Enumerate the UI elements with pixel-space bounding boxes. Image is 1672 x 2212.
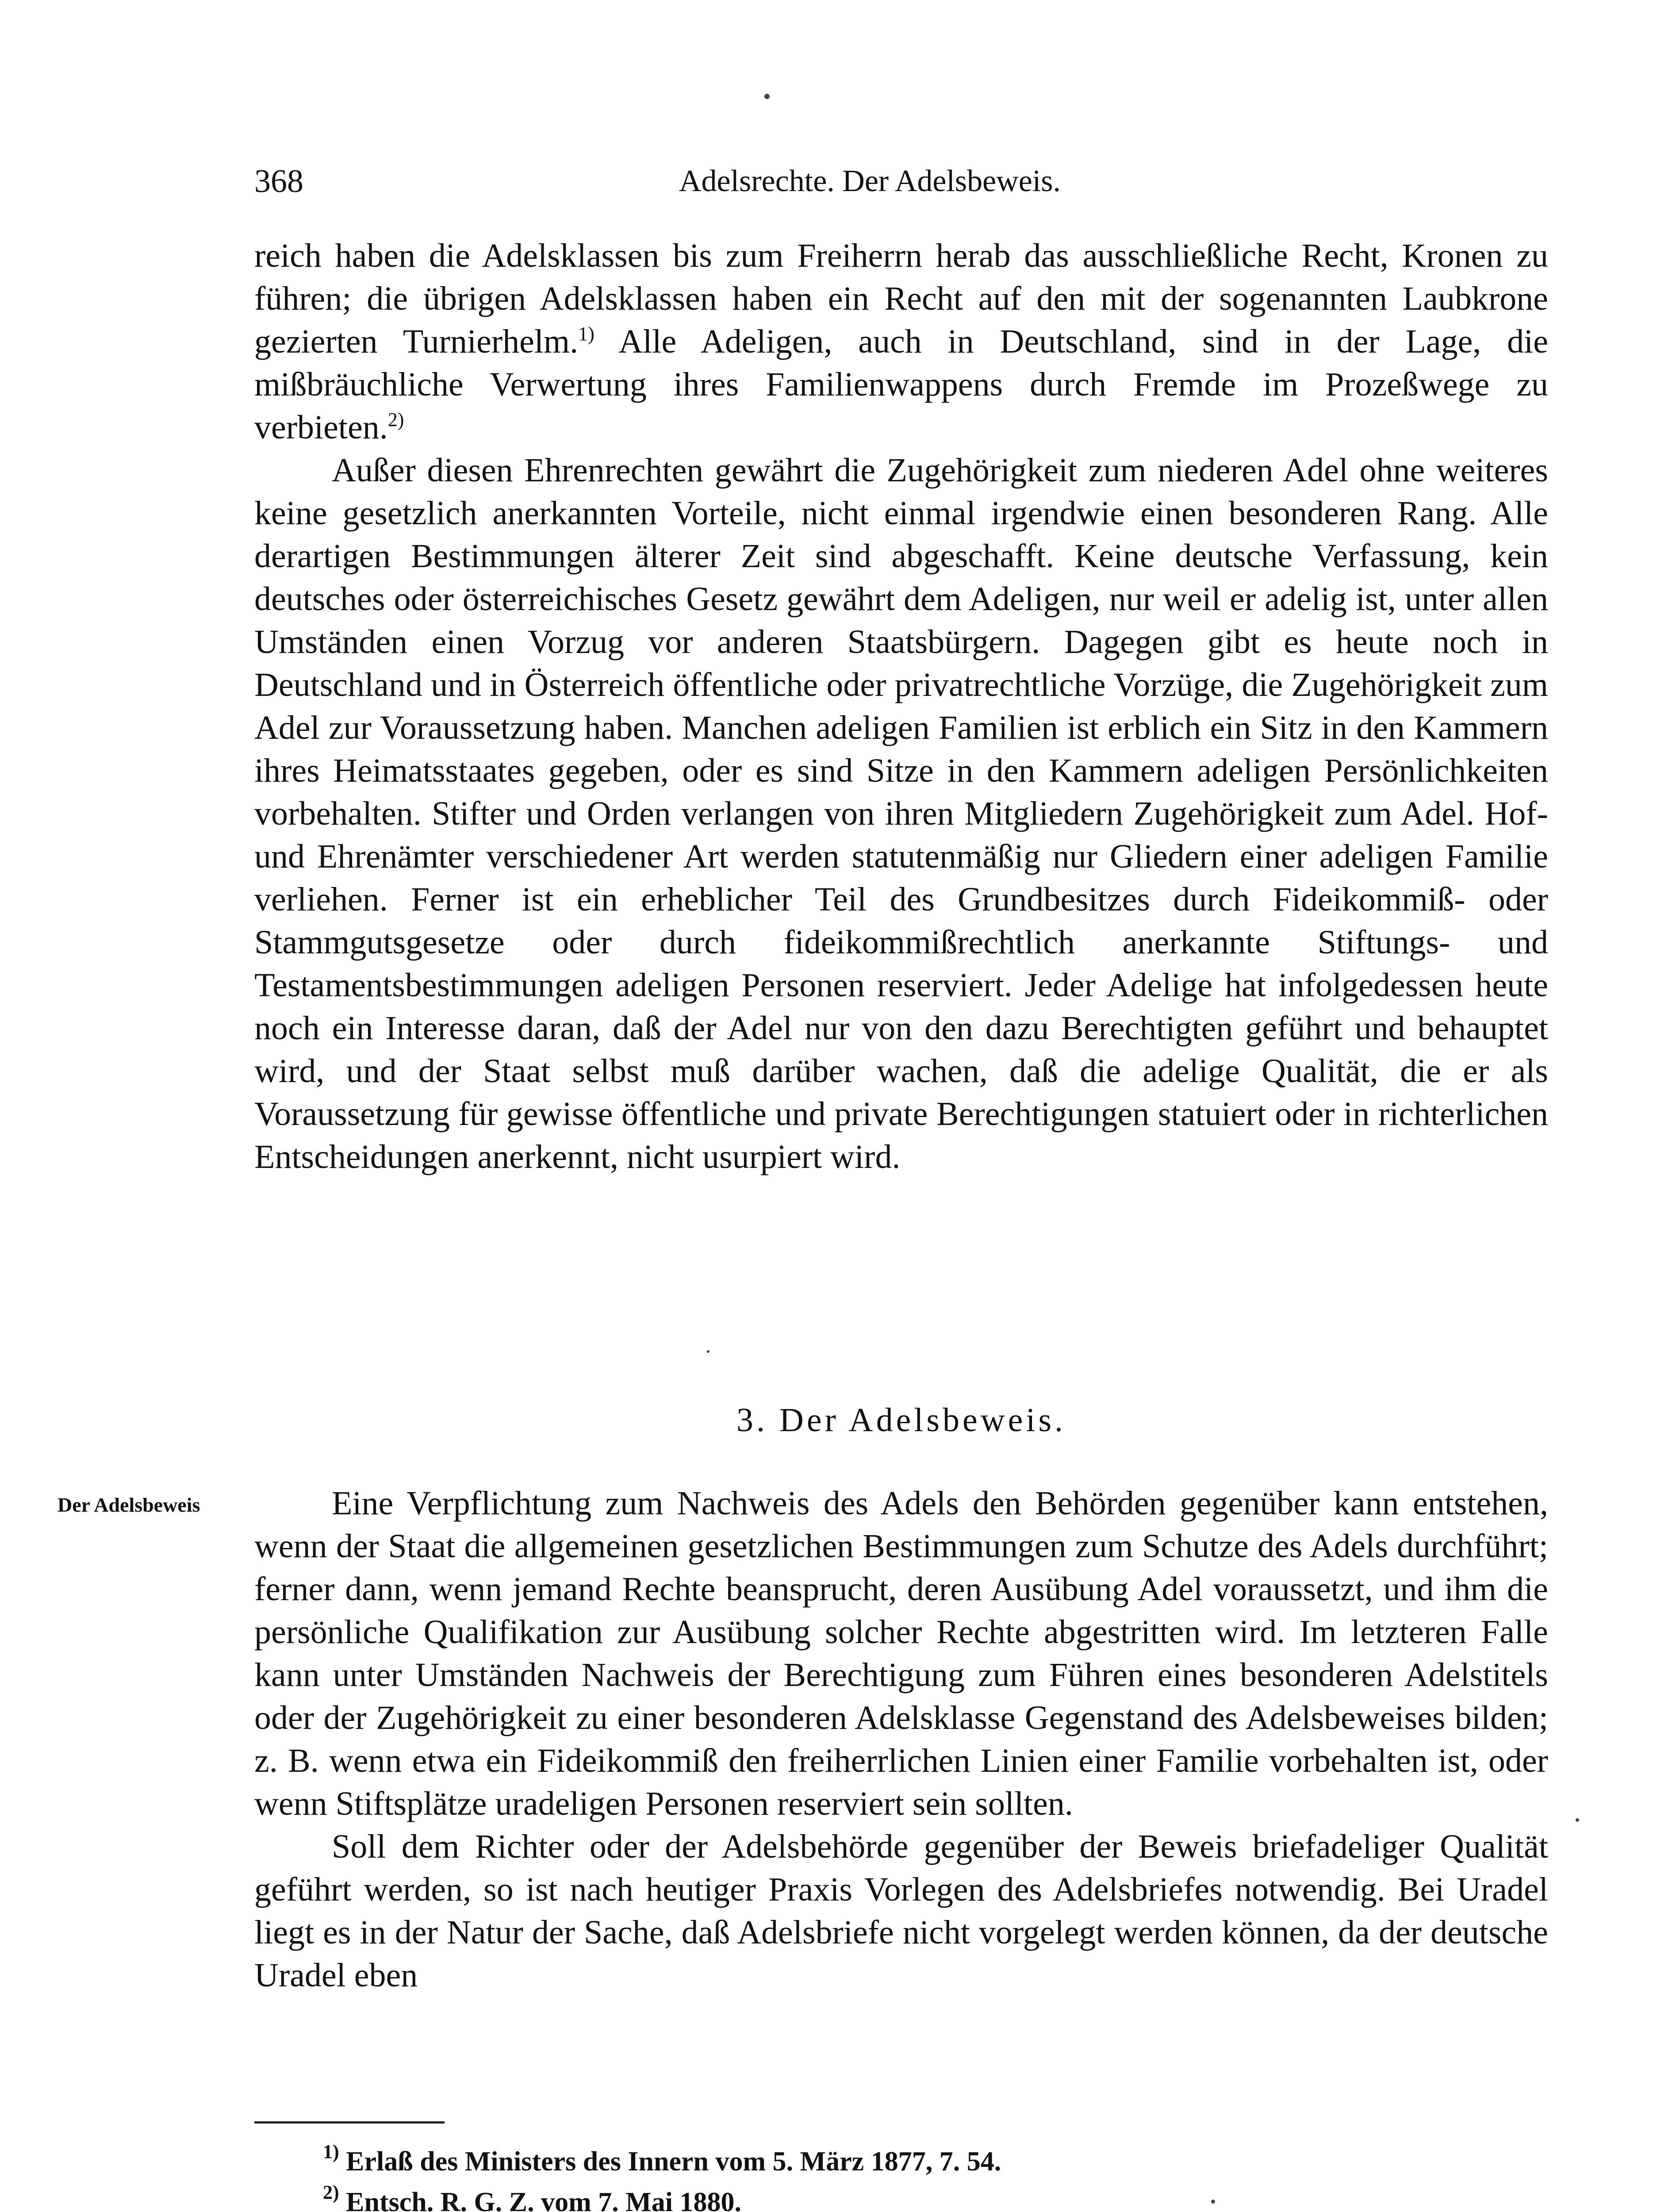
paragraph-4: Soll dem Richter oder der Adelsbehörde gegenüber der Beweis briefadeliger Qualität geführt werden, so ist nach heutiger Praxis Vorlegen des Adelsbriefes notwendig. Bei Uradel liegt es in der Natur der Sache, daß Adelsbriefe nicht vorgelegt werden können, da der deutsche Uradel eben <box>254 1828 1548 1994</box>
running-head: Adelsrechte. Der Adelsbeweis. <box>679 164 1061 198</box>
margin-note: Der Adelsbeweis <box>58 1494 200 1516</box>
page-number: 368 <box>254 163 303 200</box>
page-header <box>254 157 1548 206</box>
scan-speck <box>764 94 770 99</box>
text-block-before-heading <box>254 234 1548 1179</box>
scan-speck <box>1576 1818 1579 1822</box>
paragraph-3: Eine Verpflichtung zum Nachweis des Adels den Behörden gegenüber kann entstehen, wenn der Staat die allgemeinen gesetzlichen Bestimmungen zum Schutze des Adels durchführt; ferner dann, wenn jemand Rechte beansprucht, deren Ausübung Adel voraussetzt, und ihm die persönliche Qualifikation zur Ausübung solcher Rechte abgestritten wird. Im letzteren Falle kann unter Umständen Nachweis der Berechtigung zum Führen eines besonderen Adelstitels oder der Zugehörigkeit zu einer besonderen Adelsklasse Gegenstand des Adelsbeweises bilden; z. B. wenn etwa ein Fideikommiß den freiherrlichen Linien einer Familie vorbehalten ist, oder wenn Stiftsplätze uradeligen Personen reserviert sein sollten. <box>254 1485 1548 1822</box>
paragraph-1 <box>254 234 1548 449</box>
footnote-2-marker: 2) <box>323 2181 339 2203</box>
footnote-ref-1: 1) <box>578 323 594 345</box>
text-block-after-heading <box>254 1482 1548 1997</box>
paragraph-2: Außer diesen Ehrenrechten gewährt die Zugehörigkeit zum niederen Adel ohne weiteres keine gesetzlich anerkannten Vorteile, nicht einmal irgendwie einen besonderen Rang. Alle derartigen Bestimmungen älterer Zeit sind abgeschafft. Keine deutsche Verfassung, kein deutsches oder österreichisches Gesetz gewährt dem Adeligen, nur weil er adelig ist, unter allen Umständen einen Vorzug vor anderen Staatsbürgern. Dagegen gibt es heute noch in Deutschland und in Österreich öffentliche oder privatrechtliche Vorzüge, die Zugehörigkeit zum Adel zur Voraussetzung haben. Manchen adeligen Familien ist erblich ein Sitz in den Kammern ihres Heimatsstaates gegeben, oder es sind Sitze in den Kammern adeligen Persönlichkeiten vorbehalten. Stifter und Orden verlangen von ihren Mitgliedern Zugehörigkeit zum Adel. Hof- und Ehrenämter verschiedener Art werden statutenmäßig nur Gliedern einer adeligen Familie verliehen. Ferner ist ein erheblicher Teil des Grundbesitzes durch Fideikommiß- oder Stammgutsgesetze oder durch fideikommißrechtlich anerkannte Stiftungs- und Testamentsbestimmungen adeligen Personen reserviert. Jeder Adelige hat infolgedessen heute noch ein Interesse daran, daß der Adel nur von den dazu Berechtigten geführt und behauptet wird, und der Staat selbst muß darüber wachen, daß die adelige Qualität, die er als Voraussetzung für gewisse öffentliche und private Berechtigungen statuiert oder in richterlichen Entscheidungen anerkennt, nicht usurpiert wird. <box>254 452 1548 1175</box>
scan-speck <box>707 1350 709 1353</box>
paragraph-1-text-b: Alle Adeligen, auch in Deutschland, sind in der Lage, die mißbräuchliche Verwertung ihres Familienwappens durch Fremde im Prozeßwege zu verbieten. <box>254 323 1548 446</box>
paragraph-1-text-a: reich haben die Adelsklassen bis zum Freiherrn herab das ausschließliche Recht, Kronen zu führen; die übrigen Adelsklassen haben ein Recht auf den mit der sogenannten Laubkrone gezierten Turnierhelm. <box>254 237 1548 360</box>
section-heading: 3. Der Adelsbeweis. <box>736 1402 1066 1439</box>
footnote-1 <box>323 2141 1517 2182</box>
footnote-1-marker: 1) <box>323 2141 339 2162</box>
footnote-2 <box>323 2182 1517 2212</box>
scan-speck <box>1211 2200 1215 2204</box>
footnote-separator <box>254 2121 445 2124</box>
footnote-ref-2: 2) <box>387 409 404 430</box>
footnote-2-text: Entsch. R. G. Z. vom 7. Mai 1880. <box>346 2187 742 2212</box>
footnotes <box>323 2141 1517 2212</box>
footnote-1-text: Erlaß des Ministers des Innern vom 5. März 1877, 7. 54. <box>346 2147 1001 2177</box>
